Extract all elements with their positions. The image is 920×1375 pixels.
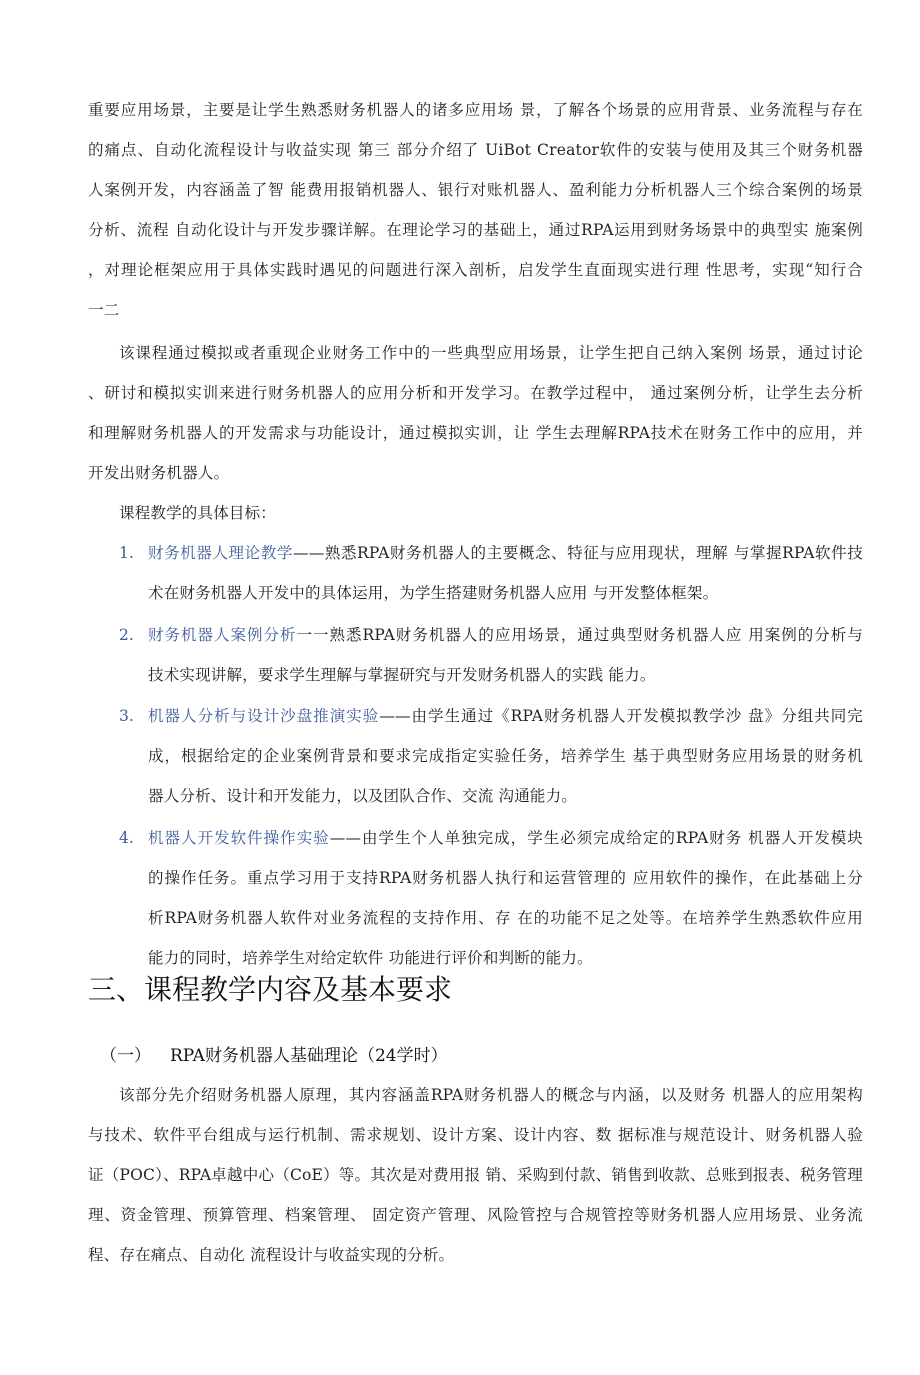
list-item-line: 成，根据给定的企业案例背景和要求完成指定实验任务，培养学生 基于典型财务应用场景的财务机 <box>148 747 863 765</box>
paragraph-line: 理、资金管理、预算管理、档案管理、 固定资产管理、风险管控与合规管控等财务机器人应用场景、业务流 <box>88 1206 863 1224</box>
list-item-line <box>148 706 863 726</box>
paragraph-line: 证（POC）、RPA卓越中心（CoE）等。其次是对费用报 销、采购到付款、销售到收款、总账到报表、税务管理 <box>88 1166 863 1184</box>
paragraph-line: 分析、流程 自动化设计与开发步骤详解。在理论学习的基础上，通过RPA运用到财务场景中的典型实 施案例 <box>88 221 863 239</box>
paragraph-line: 重要应用场景，主要是让学生熟悉财务机器人的诸多应用场 景，了解各个场景的应用背景、业务流程与存在 <box>88 101 863 119</box>
paragraph-line: 该部分先介绍财务机器人原理，其内容涵盖RPA财务机器人的概念与内涵，以及财务 机器人的应用架构 <box>119 1086 863 1104</box>
subsection-title: RPA财务机器人基础理论（24学时） <box>170 1046 448 1066</box>
paragraph-line: 人案例开发，内容涵盖了智 能费用报销机器人、银行对账机器人、盈利能力分析机器人三个综合案例的场景 <box>88 181 863 199</box>
list-item-line <box>148 543 863 563</box>
paragraph-line: 的痛点、自动化流程设计与收益实现 第三 部分介绍了 UiBot Creator软件的安装与使用及其三个财务机器 <box>88 141 863 159</box>
subsection-number: （一） <box>100 1046 151 1066</box>
list-item-line: 析RPA财务机器人软件对业务流程的支持作用、存 在的功能不足之处等。在培养学生熟悉软件应用 <box>148 909 863 927</box>
goal-text: 一一熟悉RPA财务机器人的应用场景，通过典型财务机器人应 用案例的分析与 <box>296 626 863 644</box>
list-item-line <box>148 828 863 848</box>
list-number: 4. <box>119 829 134 847</box>
goal-title: 机器人开发软件操作实验 <box>148 829 330 847</box>
goal-title: 财务机器人理论教学 <box>148 544 294 562</box>
list-item-line <box>148 625 863 645</box>
paragraph-line: ，对理论框架应用于具体实践时遇见的问题进行深入剖析，启发学生直面现实进行理 性思考，实现“知行合 <box>88 261 863 279</box>
paragraph-line: 一二 <box>88 301 120 319</box>
list-number: 1. <box>119 544 134 562</box>
section-heading: 三、课程教学内容及基本要求 <box>88 973 453 1006</box>
paragraph-line: 开发出财务机器人。 <box>88 464 230 482</box>
goal-title: 机器人分析与设计沙盘推演实验 <box>148 707 380 725</box>
paragraph-line: 、研讨和模拟实训来进行财务机器人的应用分析和开发学习。在教学过程中， 通过案例分析，让学生去分析 <box>88 384 863 402</box>
paragraph-line: 与技术、软件平台组成与运行机制、需求规划、设计方案、设计内容、数 据标准与规范设计、财务机器人验 <box>88 1126 863 1144</box>
goals-intro: 课程教学的具体目标： <box>119 504 277 522</box>
paragraph-line: 程、存在痛点、自动化 流程设计与收益实现的分析。 <box>88 1246 455 1264</box>
list-item-line: 术在财务机器人开发中的具体运用，为学生搭建财务机器人应用 与开发整体框架。 <box>148 584 719 602</box>
goal-title: 财务机器人案例分析 <box>148 626 297 644</box>
list-item-line: 技术实现讲解，要求学生理解与掌握研究与开发财务机器人的实践 能力。 <box>148 666 656 684</box>
list-item-line: 的操作任务。重点学习用于支持RPA财务机器人执行和运营管理的 应用软件的操作，在此基础上分 <box>148 869 863 887</box>
list-item-line: 器人分析、设计和开发能力，以及团队合作、交流 沟通能力。 <box>148 787 578 805</box>
list-number: 2. <box>119 626 134 644</box>
goal-text: ——由学生个人单独完成，学生必须完成给定的RPA财务 机器人开发模块 <box>329 829 863 847</box>
paragraph-line: 和理解财务机器人的开发需求与功能设计，通过模拟实训，让 学生去理解RPA技术在财务工作中的应用，并 <box>88 424 863 442</box>
goal-text: ——熟悉RPA财务机器人的主要概念、特征与应用现状，理解 与掌握RPA软件技 <box>293 544 863 562</box>
list-item-line: 能力的同时，培养学生对给定软件 功能进行评价和判断的能力。 <box>148 949 593 967</box>
paragraph-line: 该课程通过模拟或者重现企业财务工作中的一些典型应用场景，让学生把自己纳入案例 场景，通过讨论 <box>119 344 863 362</box>
goal-text: ——由学生通过《RPA财务机器人开发模拟教学沙 盘》分组共同完 <box>379 707 863 725</box>
list-number: 3. <box>119 707 134 725</box>
